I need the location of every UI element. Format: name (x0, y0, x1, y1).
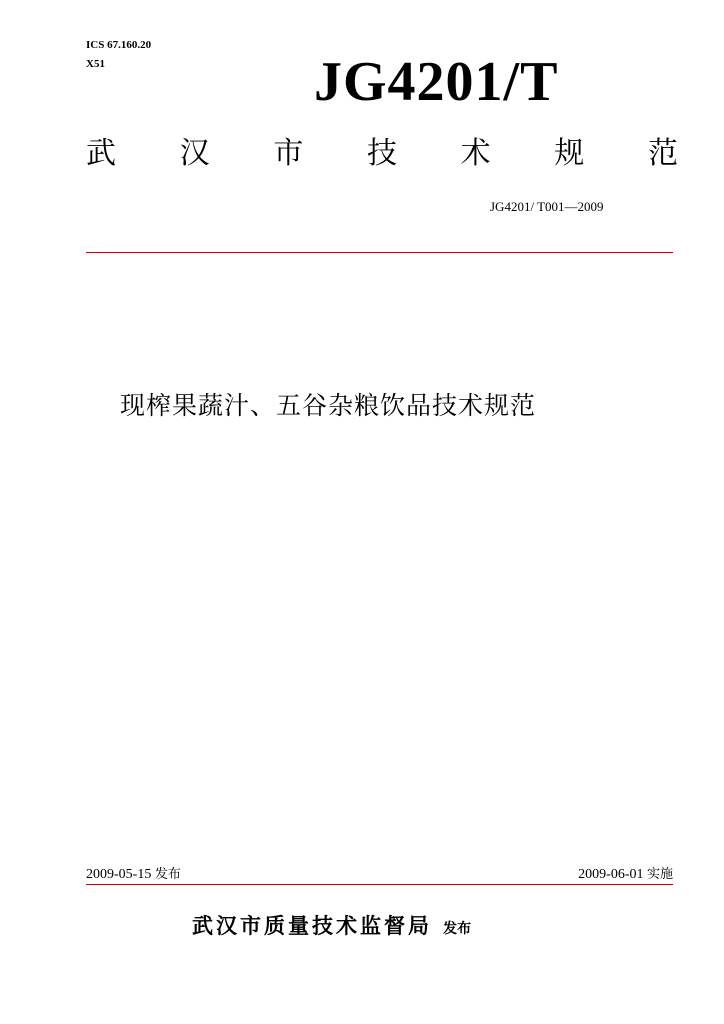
standard-code-heading: JG4201/T (314, 51, 559, 113)
issuer-name: 武汉市质量技术监督局 (192, 914, 432, 938)
document-title: 现榨果蔬汁、五谷杂粮饮品技术规范 (120, 391, 537, 420)
classification-code: X51 (86, 58, 105, 70)
spec-title-char: 术 (460, 136, 491, 171)
spec-title-char: 规 (554, 136, 585, 171)
effective-date-line (578, 866, 673, 883)
publish-date: 2009-05-15 (86, 867, 152, 882)
spec-title-char: 汉 (179, 136, 210, 171)
spec-title-char: 武 (86, 136, 116, 171)
ics-code: ICS 67.160.20 (86, 39, 152, 51)
top-divider (86, 252, 673, 253)
publish-date-line (86, 866, 181, 883)
issued-label: 发布 (443, 921, 472, 937)
publish-label: 发布 (154, 867, 181, 882)
spec-type-title (86, 134, 678, 174)
effective-label: 实施 (646, 867, 673, 882)
spec-title-char: 范 (647, 136, 678, 171)
spec-title-char: 技 (366, 136, 397, 171)
issuer-line (192, 912, 471, 943)
effective-date: 2009-06-01 (578, 867, 644, 882)
bottom-divider (86, 884, 673, 885)
standard-number: JG4201/ T001—2009 (490, 199, 604, 214)
spec-title-char: 市 (273, 136, 304, 171)
